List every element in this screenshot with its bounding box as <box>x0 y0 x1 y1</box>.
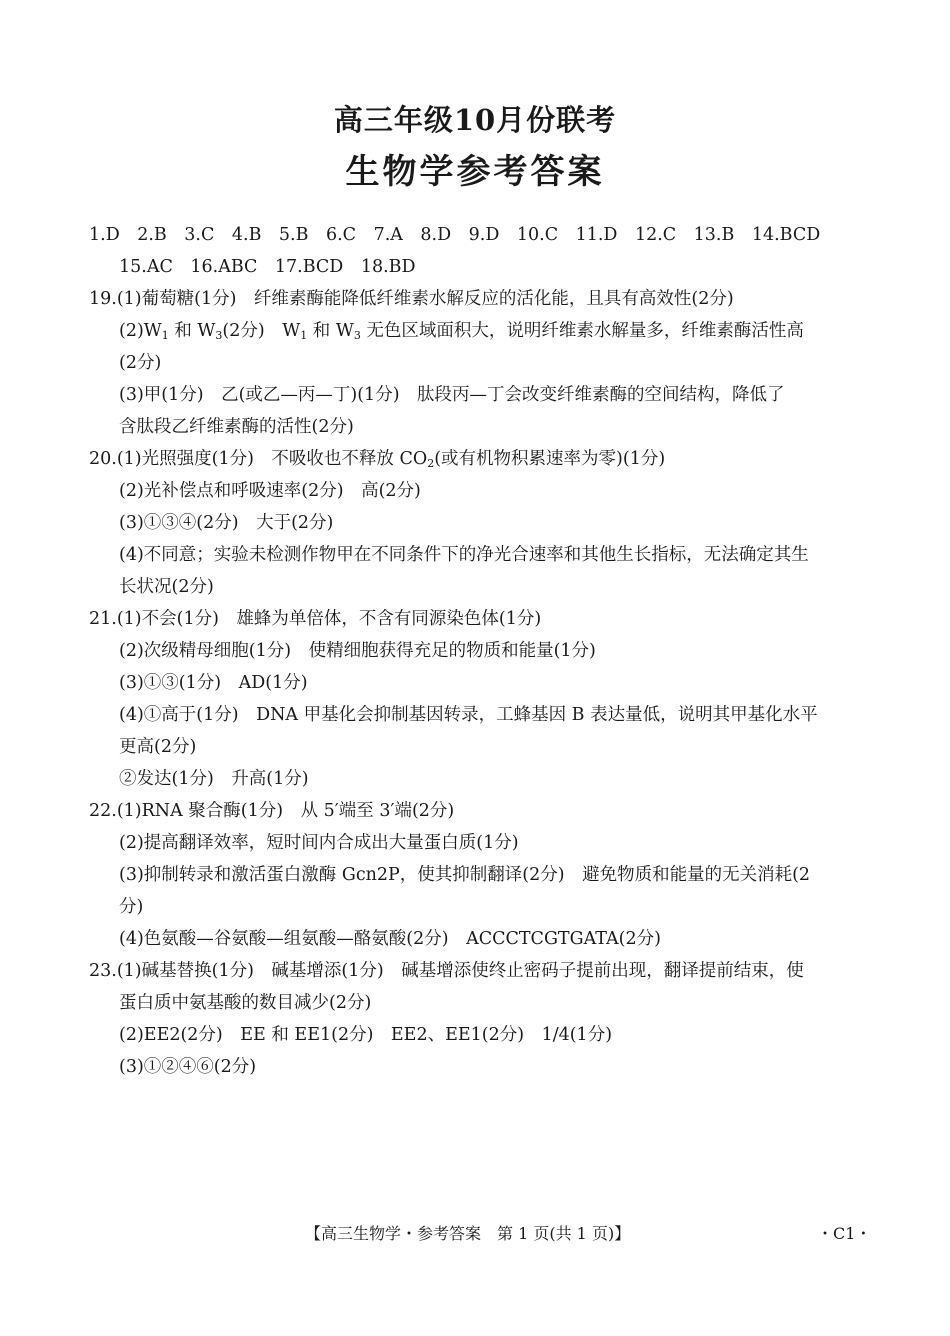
page-footer: 【高三生物学・参考答案 第 1 页(共 1 页)】 <box>305 1224 631 1243</box>
q21-line: ②发达(1分) 升高(1分) <box>119 769 309 789</box>
q23-line: 蛋白质中氨基酸的数目减少(2分) <box>119 993 372 1013</box>
q23-line: 23.(1)碱基替换(1分) 碱基增添(1分) 碱基增添使终止密码子提前出现，翻译提前结束，使 <box>89 961 804 981</box>
q20-line: (2)光补偿点和呼吸速率(2分) 高(2分) <box>119 481 421 501</box>
q21-line: (2)次级精母细胞(1分) 使精细胞获得充足的物质和能量(1分) <box>119 641 596 661</box>
page-code: ・C1・ <box>817 1224 872 1243</box>
q19-line: $(2)W_1$ 和 $W_3(2$分) $W_1$ 和 $W_3$ 无色区域面积大，说明纤维素水解量多，纤维素酶活性高 <box>119 321 804 342</box>
q21-line: 更高(2分) <box>119 737 197 757</box>
q20-line: (3)①③④(2分) 大于(2分) <box>119 513 334 533</box>
q19-line: 19.(1)葡萄糖(1分) 纤维素酶能降低纤维素水解反应的活化能，且具有高效性(2分) <box>89 289 734 309</box>
q19-line: (2分) <box>119 353 162 373</box>
exam-title: 高三年级10月份联考 <box>333 103 617 137</box>
q21-line: (3)①③(1分) AD(1分) <box>119 673 308 693</box>
q21-line: (4)①高于(1分) DNA 甲基化会抑制基因转录，工蜂基因 B 表达量低，说明其甲基化水平 <box>119 705 818 725</box>
q22-line: 分) <box>119 897 144 917</box>
q20-line: (4)不同意；实验未检测作物甲在不同条件下的净光合速率和其他生长指标，无法确定其生 <box>119 545 809 565</box>
q20-line: 长状况(2分) <box>119 577 214 597</box>
q23-line: (2)EE2(2分) EE 和 EE1(2分) EE2、EE1(2分) 1/4(1分) <box>119 1025 613 1045</box>
q22-line: (4)色氨酸—谷氨酸—组氨酸—酪氨酸(2分) ACCCTCGTGATA(2分) <box>119 929 661 949</box>
q19-line: 含肽段乙纤维素酶的活性(2分) <box>119 417 354 437</box>
choice-answers-line: 1.D 2.B 3.C 4.B 5.B 6.C 7.A 8.D 9.D 10.C 11.D 12.C 13.B 14.BCD <box>89 225 821 245</box>
q20-line: 20.(1)光照强度(1分) 不吸收也不释放 $CO_2$(或有机物积累速率为零)(1分) <box>89 449 666 470</box>
choice-answers-line: 15.AC 16.ABC 17.BCD 18.BD <box>119 257 416 277</box>
q23-line: (3)①②④⑥(2分) <box>119 1057 257 1077</box>
q21-line: 21.(1)不会(1分) 雄蜂为单倍体，不含有同源染色体(1分) <box>89 609 542 629</box>
q22-line: 22.(1)RNA 聚合酶(1分) 从 5′端至 3′端(2分) <box>89 801 455 821</box>
q22-line: (3)抑制转录和激活蛋白激酶 Gcn2P，使其抑制翻译(2分) 避免物质和能量的无关消耗(2 <box>119 865 811 885</box>
q19-line: (3)甲(1分) 乙(或乙—丙—丁)(1分) 肽段丙—丁会改变纤维素酶的空间结构，降低了 <box>119 385 785 405</box>
q22-line: (2)提高翻译效率，短时间内合成出大量蛋白质(1分) <box>119 833 519 853</box>
answer-content <box>89 219 864 1083</box>
document-title: 生物学参考答案 <box>345 152 605 192</box>
